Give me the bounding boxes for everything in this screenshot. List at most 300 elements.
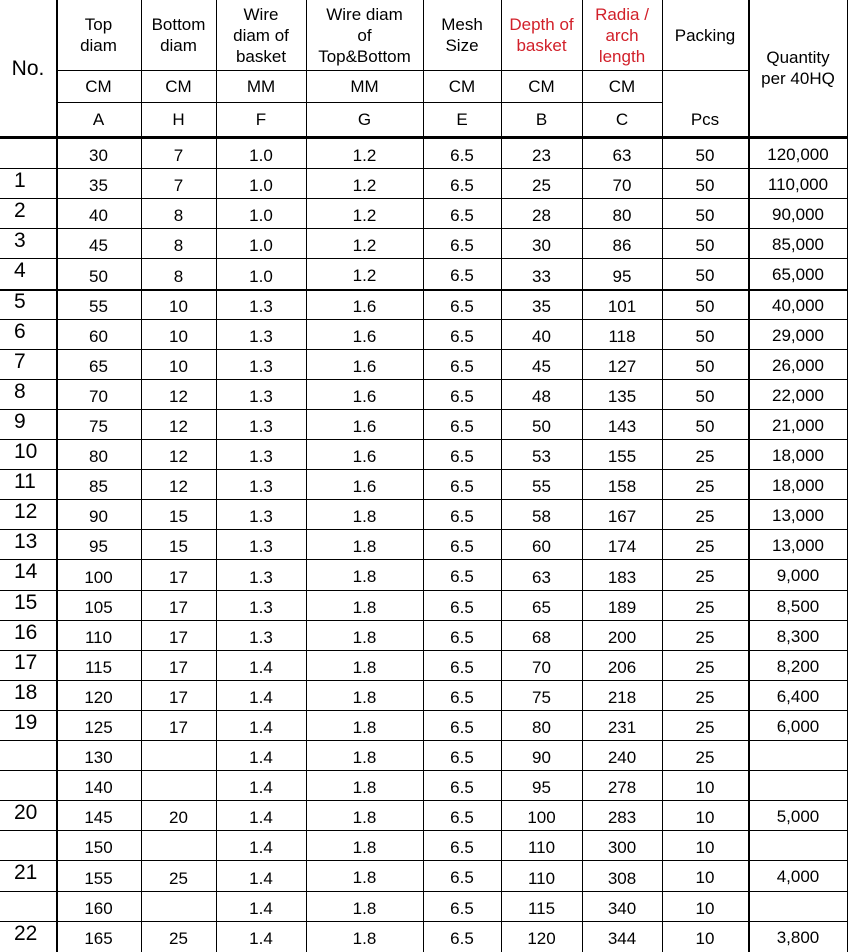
cell-wire_tb: 1.2 (352, 235, 377, 255)
cell-wire_basket: 1.0 (249, 267, 273, 286)
cell-wire_basket: 1.4 (249, 929, 273, 948)
cell-depth: 115 (527, 899, 556, 918)
cell-quantity: 5,000 (776, 806, 820, 826)
column-divider (423, 0, 424, 952)
header-symbol-top: A (92, 109, 105, 129)
cell-top: 140 (84, 778, 113, 797)
cell-top: 155 (84, 869, 113, 888)
cell-wire_basket: 1.3 (249, 628, 273, 647)
cell-wire_tb: 1.8 (352, 898, 377, 918)
cell-mesh: 6.5 (450, 657, 474, 677)
header-top-line: Top (84, 15, 113, 34)
row-no: 20 (14, 801, 38, 824)
cell-depth: 110 (527, 838, 556, 857)
cell-bottom: 8 (173, 206, 184, 225)
row-divider (0, 319, 848, 320)
row-no: 4 (14, 259, 26, 282)
cell-quantity: 22,000 (772, 385, 824, 405)
row-no: 12 (14, 500, 38, 523)
cell-wire_tb: 1.6 (352, 386, 377, 406)
cell-top: 55 (89, 297, 108, 316)
cell-radia: 283 (607, 808, 637, 827)
row-no (0, 892, 56, 922)
cell-bottom: 8 (173, 236, 184, 255)
cell-quantity: 29,000 (772, 325, 824, 345)
cell-top: 130 (84, 748, 113, 767)
row-divider (0, 409, 848, 410)
header-quantity (748, 40, 848, 96)
cell-mesh: 6.5 (450, 627, 474, 647)
header-unit-top: CM (85, 76, 112, 96)
header-symbol-radia: C (615, 109, 629, 129)
header-wire_basket (216, 0, 306, 70)
cell-radia: 158 (607, 477, 637, 496)
cell-quantity: 85,000 (772, 234, 824, 254)
row-divider (0, 439, 848, 440)
header-symbol-bottom: H (172, 109, 185, 129)
row-divider (0, 529, 848, 530)
cell-wire_basket: 1.0 (249, 206, 273, 225)
header-mesh-line: Mesh (441, 15, 483, 34)
header-unit-wire_tb: MM (350, 76, 379, 96)
cell-mesh: 6.5 (450, 266, 474, 285)
cell-quantity: 13,000 (772, 505, 824, 525)
cell-depth: 75 (532, 688, 551, 707)
column-divider (501, 0, 502, 952)
cell-wire_basket: 1.4 (249, 658, 273, 677)
row-no: 2 (14, 199, 26, 222)
header-top-line: diam (80, 36, 117, 55)
cell-bottom: 12 (169, 477, 188, 496)
header-depth-line: basket (516, 36, 567, 55)
row-no: 15 (14, 591, 38, 614)
row-no: 1 (14, 169, 26, 192)
cell-radia: 218 (607, 688, 637, 707)
cell-wire_basket: 1.3 (249, 357, 273, 376)
cell-mesh: 6.5 (450, 446, 474, 466)
cell-wire_tb: 1.8 (352, 837, 377, 857)
cell-wire_basket: 1.4 (249, 838, 273, 857)
cell-radia: 340 (607, 899, 637, 918)
header-divider (56, 102, 662, 103)
cell-wire_tb: 1.8 (352, 657, 377, 677)
cell-wire_tb: 1.8 (352, 928, 377, 948)
cell-mesh: 6.5 (450, 386, 474, 406)
cell-mesh: 6.5 (450, 296, 474, 316)
cell-quantity: 110,000 (767, 174, 829, 194)
cell-bottom: 12 (169, 417, 188, 436)
cell-mesh: 6.5 (450, 717, 474, 737)
row-divider (0, 499, 848, 500)
cell-depth: 25 (532, 176, 551, 195)
row-divider (0, 258, 848, 259)
header-symbol-wire_tb: G (357, 109, 372, 129)
cell-wire_tb: 1.8 (352, 868, 377, 887)
header-radia-line: Radia / (595, 4, 649, 24)
cell-mesh: 6.5 (450, 145, 474, 165)
row-divider (0, 620, 848, 621)
cell-depth: 120 (527, 929, 556, 948)
cell-quantity: 8,500 (776, 596, 820, 616)
cell-wire_basket: 1.4 (249, 688, 273, 707)
cell-radia: 135 (607, 387, 637, 406)
header-packing (662, 0, 748, 70)
cell-mesh: 6.5 (450, 416, 474, 436)
cell-wire_basket: 1.0 (249, 176, 273, 195)
cell-radia: 174 (607, 537, 637, 556)
cell-bottom: 10 (169, 297, 188, 316)
cell-depth: 70 (532, 658, 551, 677)
row-no: 6 (14, 320, 26, 343)
cell-quantity (748, 741, 848, 771)
cell-top: 115 (84, 658, 113, 677)
cell-top: 70 (89, 387, 108, 406)
cell-quantity: 8,300 (776, 626, 820, 646)
cell-radia: 206 (607, 658, 637, 677)
cell-depth: 60 (532, 537, 551, 556)
cell-quantity: 65,000 (772, 265, 824, 284)
cell-wire_basket: 1.3 (249, 327, 273, 346)
row-no: 5 (14, 290, 26, 313)
row-no: 14 (14, 560, 38, 583)
cell-packing: 50 (695, 266, 715, 285)
row-divider (0, 680, 848, 681)
cell-packing: 10 (695, 868, 715, 887)
cell-bottom: 17 (169, 688, 188, 707)
cell-wire_tb: 1.6 (352, 416, 377, 436)
cell-wire_tb: 1.8 (352, 506, 377, 526)
row-divider (0, 198, 848, 199)
cell-radia: 118 (608, 327, 636, 346)
cell-quantity: 6,000 (776, 716, 820, 736)
header-symbol-wire_basket: F (255, 109, 267, 129)
cell-wire_tb: 1.2 (352, 205, 377, 225)
cell-packing: 50 (695, 235, 715, 255)
cell-radia: 101 (607, 297, 637, 316)
cell-bottom (141, 773, 216, 801)
cell-packing: 50 (695, 145, 715, 165)
cell-wire_tb: 1.8 (352, 687, 377, 707)
cell-top: 160 (84, 899, 113, 918)
row-divider (0, 860, 848, 861)
cell-depth: 90 (532, 748, 551, 767)
cell-wire_basket: 1.3 (249, 477, 273, 496)
cell-top: 65 (89, 357, 108, 376)
header-wire_tb-line: Top&Bottom (318, 46, 411, 66)
header-wire_basket-line: Wire (243, 4, 279, 24)
cell-depth: 35 (532, 297, 551, 316)
cell-wire_tb: 1.2 (352, 175, 377, 195)
cell-top: 105 (84, 598, 113, 617)
row-no: 17 (14, 651, 38, 674)
header-unit-radia: CM (608, 76, 636, 96)
cell-quantity: 90,000 (772, 204, 824, 224)
cell-radia: 167 (607, 507, 637, 526)
cell-top: 110 (84, 628, 113, 647)
cell-mesh: 6.5 (450, 928, 474, 948)
header-wire_tb-line: of (357, 25, 372, 45)
cell-quantity: 3,800 (776, 927, 820, 947)
cell-packing: 50 (695, 296, 715, 316)
cell-mesh: 6.5 (450, 356, 474, 376)
cell-radia: 344 (607, 929, 637, 948)
row-divider (0, 891, 848, 892)
cell-top: 60 (89, 327, 108, 346)
cell-quantity (748, 771, 848, 801)
cell-mesh: 6.5 (450, 235, 474, 255)
row-divider (0, 289, 848, 291)
cell-wire_tb: 1.6 (352, 356, 377, 376)
cell-top: 150 (84, 838, 113, 857)
row-no: 3 (14, 229, 26, 252)
cell-wire_basket: 1.4 (249, 899, 273, 918)
cell-packing: 50 (695, 416, 715, 436)
cell-wire_basket: 1.3 (249, 297, 273, 316)
cell-quantity: 40,000 (772, 295, 824, 315)
cell-packing: 25 (695, 446, 715, 466)
cell-quantity: 4,000 (776, 867, 820, 886)
cell-depth: 33 (532, 267, 551, 286)
row-no: 18 (14, 681, 38, 704)
cell-bottom: 17 (169, 598, 188, 617)
cell-radia: 95 (612, 267, 632, 286)
cell-packing: 25 (695, 717, 715, 737)
cell-wire_tb: 1.2 (352, 266, 377, 285)
cell-bottom (141, 833, 216, 861)
cell-mesh: 6.5 (450, 597, 474, 617)
cell-top: 75 (89, 417, 108, 436)
cell-top: 90 (89, 507, 108, 526)
cell-depth: 23 (532, 146, 551, 165)
cell-packing: 25 (695, 476, 715, 496)
cell-packing: 10 (695, 807, 715, 827)
cell-wire_basket: 1.4 (249, 869, 273, 888)
row-no (0, 139, 56, 169)
cell-wire_basket: 1.3 (249, 507, 273, 526)
cell-mesh: 6.5 (450, 567, 474, 586)
cell-radia: 86 (612, 236, 632, 255)
cell-wire_basket: 1.3 (249, 537, 273, 556)
header-depth (501, 0, 582, 70)
cell-top: 85 (89, 477, 108, 496)
cell-wire_tb: 1.6 (352, 326, 377, 346)
row-no: 10 (14, 440, 38, 463)
cell-wire_tb: 1.8 (352, 807, 377, 827)
cell-wire_tb: 1.6 (352, 446, 377, 466)
cell-wire_tb: 1.6 (352, 296, 377, 316)
column-divider (582, 0, 583, 952)
cell-packing: 10 (695, 898, 715, 918)
header-bottom-rule (0, 136, 848, 139)
cell-top: 145 (84, 808, 113, 827)
cell-depth: 58 (532, 507, 551, 526)
cell-quantity: 21,000 (772, 415, 824, 435)
header-mesh (423, 0, 501, 70)
cell-mesh: 6.5 (450, 326, 474, 346)
cell-depth: 63 (532, 568, 551, 587)
row-divider (0, 710, 848, 711)
cell-mesh: 6.5 (450, 777, 474, 797)
cell-wire_basket: 1.4 (249, 778, 273, 797)
cell-wire_tb: 1.8 (352, 536, 377, 556)
header-symbol-depth: B (535, 109, 548, 129)
header-mesh-line: Size (445, 36, 479, 55)
cell-bottom: 12 (169, 447, 188, 466)
header-unit-mesh: CM (448, 76, 476, 96)
cell-wire_basket: 1.0 (249, 146, 273, 165)
cell-mesh: 6.5 (450, 476, 474, 496)
row-divider (0, 770, 848, 771)
cell-top: 35 (89, 176, 108, 195)
cell-wire_basket: 1.3 (249, 387, 273, 406)
row-no: 16 (14, 621, 38, 644)
cell-radia: 308 (607, 869, 637, 888)
cell-top: 95 (89, 537, 108, 556)
cell-bottom: 12 (169, 387, 188, 406)
row-divider (0, 469, 848, 470)
cell-mesh: 6.5 (450, 175, 474, 195)
cell-packing: 25 (695, 747, 715, 767)
cell-quantity: 6,400 (776, 686, 820, 706)
cell-depth: 30 (532, 236, 551, 255)
cell-bottom: 15 (169, 507, 188, 526)
cell-bottom: 17 (169, 718, 188, 737)
row-divider (0, 559, 848, 560)
cell-mesh: 6.5 (450, 837, 474, 857)
cell-quantity: 18,000 (772, 475, 824, 495)
cell-packing: 50 (695, 175, 715, 195)
cell-packing: 25 (695, 657, 715, 677)
header-bottom-line: Bottom (151, 15, 206, 34)
header-quantity-line: Quantity (766, 48, 830, 67)
cell-bottom: 25 (169, 869, 188, 888)
cell-wire_basket: 1.4 (249, 718, 273, 737)
row-divider (0, 228, 848, 229)
cell-mesh: 6.5 (450, 898, 474, 918)
cell-mesh: 6.5 (450, 506, 474, 526)
cell-radia: 70 (612, 176, 632, 195)
cell-top: 120 (84, 688, 113, 707)
cell-packing: 50 (695, 326, 715, 346)
column-divider (216, 0, 217, 952)
row-divider (0, 349, 848, 350)
column-divider (306, 0, 307, 952)
cell-depth: 95 (532, 778, 551, 797)
cell-radia: 143 (607, 417, 637, 436)
cell-wire_basket: 1.3 (249, 598, 273, 617)
row-no: 7 (14, 350, 26, 373)
header-wire_tb (306, 0, 423, 70)
header-unit-packing (662, 70, 748, 102)
cell-top: 40 (89, 206, 108, 225)
cell-radia: 189 (607, 598, 637, 617)
header-bottom (141, 0, 216, 70)
row-divider (0, 740, 848, 741)
cell-bottom: 20 (169, 808, 188, 827)
row-no: 8 (14, 380, 26, 403)
cell-wire_basket: 1.3 (249, 568, 273, 587)
cell-mesh: 6.5 (450, 747, 474, 767)
cell-packing: 25 (695, 536, 715, 556)
row-no (0, 741, 56, 771)
header-divider (56, 70, 662, 71)
cell-packing: 10 (695, 777, 715, 797)
cell-packing: 10 (695, 928, 715, 948)
row-no: 13 (14, 530, 38, 553)
cell-quantity: 8,200 (776, 656, 820, 676)
cell-quantity (748, 892, 848, 922)
row-divider (0, 590, 848, 591)
cell-packing: 25 (695, 567, 715, 586)
row-divider (0, 800, 848, 801)
row-no: 11 (14, 470, 36, 493)
cell-depth: 28 (532, 206, 551, 225)
cell-packing: 25 (695, 627, 715, 647)
cell-top: 100 (84, 568, 113, 587)
row-divider (0, 168, 848, 169)
cell-packing: 10 (695, 837, 715, 857)
cell-wire_tb: 1.8 (352, 777, 377, 797)
header-unit-depth: CM (528, 76, 555, 96)
header-wire_basket-line: diam of (233, 25, 289, 45)
cell-wire_basket: 1.3 (249, 417, 273, 436)
header-divider (662, 70, 748, 71)
cell-radia: 300 (607, 838, 637, 857)
cell-radia: 240 (607, 748, 637, 767)
cell-wire_tb: 1.8 (352, 597, 377, 617)
cell-radia: 80 (612, 206, 632, 225)
column-divider (662, 0, 663, 952)
header-symbol-mesh: E (456, 109, 468, 129)
column-divider (141, 0, 142, 952)
row-divider (0, 830, 848, 831)
cell-packing: 50 (695, 205, 715, 225)
cell-top: 45 (89, 236, 108, 255)
cell-bottom: 8 (173, 267, 184, 286)
cell-depth: 45 (532, 357, 551, 376)
cell-wire_basket: 1.0 (249, 236, 273, 255)
cell-wire_basket: 1.3 (249, 447, 273, 466)
cell-depth: 65 (532, 598, 551, 617)
column-divider (56, 0, 58, 952)
cell-quantity: 13,000 (772, 535, 824, 555)
cell-mesh: 6.5 (450, 536, 474, 556)
cell-wire_tb: 1.8 (352, 627, 377, 647)
cell-depth: 50 (532, 417, 551, 436)
cell-quantity: 9,000 (776, 566, 820, 585)
cell-wire_basket: 1.4 (249, 808, 273, 827)
header-quantity-line: per 40HQ (761, 69, 835, 88)
cell-depth: 100 (527, 808, 556, 827)
cell-bottom: 17 (169, 628, 188, 647)
header-depth-line: Depth of (509, 15, 574, 34)
cell-bottom: 17 (169, 658, 188, 677)
cell-radia: 278 (607, 778, 637, 797)
row-no: 21 (14, 861, 38, 884)
header-bottom-line: diam (160, 36, 197, 55)
cell-depth: 80 (532, 718, 551, 737)
cell-packing: 25 (695, 687, 715, 707)
cell-wire_tb: 1.8 (352, 717, 377, 737)
cell-bottom: 17 (169, 568, 188, 587)
cell-mesh: 6.5 (450, 205, 474, 225)
header-radia-line: length (598, 46, 646, 66)
header-radia (582, 0, 662, 70)
cell-bottom: 10 (169, 327, 188, 346)
cell-radia: 231 (607, 718, 637, 737)
cell-radia: 155 (607, 447, 637, 466)
row-no: 9 (14, 410, 26, 433)
